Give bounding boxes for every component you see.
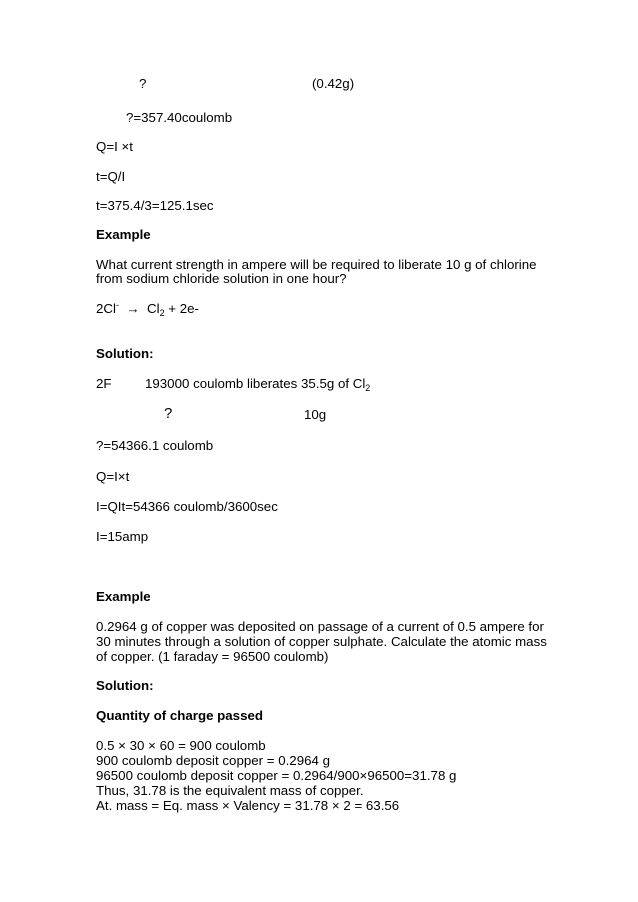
charge-passed-heading: Quantity of charge passed bbox=[96, 708, 263, 723]
example-1-result-line: I=QIt=54366 coulomb/3600sec bbox=[96, 499, 278, 514]
unknown-charge-symbol-2: ? bbox=[164, 405, 173, 422]
chlorine-mass: 10g bbox=[304, 407, 327, 422]
time-formula: t=Q/I bbox=[96, 169, 126, 184]
example-1-heading: Example bbox=[96, 227, 151, 242]
unknown-charge-symbol: ? bbox=[139, 76, 147, 91]
example-2-question-line-3: of copper. (1 faraday = 96500 coulomb) bbox=[96, 649, 329, 664]
example-1-result-line: ?=54366.1 coulomb bbox=[96, 438, 214, 453]
time-result: t=375.4/3=125.1sec bbox=[96, 198, 214, 213]
example-1-question-line-2: from sodium chloride solution in one hour? bbox=[96, 271, 347, 286]
example-1-result-line: I=15amp bbox=[96, 529, 149, 544]
charge-result: ?=357.40coulomb bbox=[126, 110, 233, 125]
equation-electrons: + 2e- bbox=[164, 301, 199, 316]
example-2-calc-line: 96500 coulomb deposit copper = 0.2964/900×96500=31.78 g bbox=[96, 768, 457, 783]
deposited-mass: (0.42g) bbox=[312, 76, 355, 91]
equation-reactant-charge: - bbox=[115, 300, 119, 310]
faraday-relation bbox=[145, 376, 370, 392]
example-2-question-line-2: 30 minutes through a solution of copper sulphate. Calculate the atomic mass bbox=[96, 634, 547, 649]
faraday-relation-subscript: 2 bbox=[365, 383, 371, 393]
charge-formula: Q=I ×t bbox=[96, 139, 133, 154]
example-2-heading: Example bbox=[96, 589, 151, 604]
example-2-calc-line: 0.5 × 30 × 60 = 900 coulomb bbox=[96, 738, 266, 753]
equation-reactant: 2Cl bbox=[96, 301, 116, 316]
example-2-calc-line: At. mass = Eq. mass × Valency = 31.78 × 2 = 63.56 bbox=[96, 798, 400, 813]
example-1-result-line: Q=I×t bbox=[96, 469, 130, 484]
chlorine-equation bbox=[96, 301, 199, 317]
equation-product: Cl bbox=[147, 301, 160, 316]
reaction-arrow: → bbox=[126, 301, 140, 316]
faraday-relation-text: 193000 coulomb liberates 35.5g of Cl bbox=[145, 376, 366, 391]
example-2-question-line-1: 0.2964 g of copper was deposited on passage of a current of 0.5 ampere for bbox=[96, 619, 544, 634]
example-2-calc-line: Thus, 31.78 is the equivalent mass of copper. bbox=[96, 783, 364, 798]
example-1-solution-heading: Solution: bbox=[96, 346, 154, 361]
example-2-calc-line: 900 coulomb deposit copper = 0.2964 g bbox=[96, 753, 330, 768]
equation-product-subscript: 2 bbox=[159, 308, 165, 318]
example-1-question-line-1: What current strength in ampere will be required to liberate 10 g of chlorine bbox=[96, 257, 537, 272]
example-2-solution-heading: Solution: bbox=[96, 678, 154, 693]
faraday-label: 2F bbox=[96, 376, 112, 391]
